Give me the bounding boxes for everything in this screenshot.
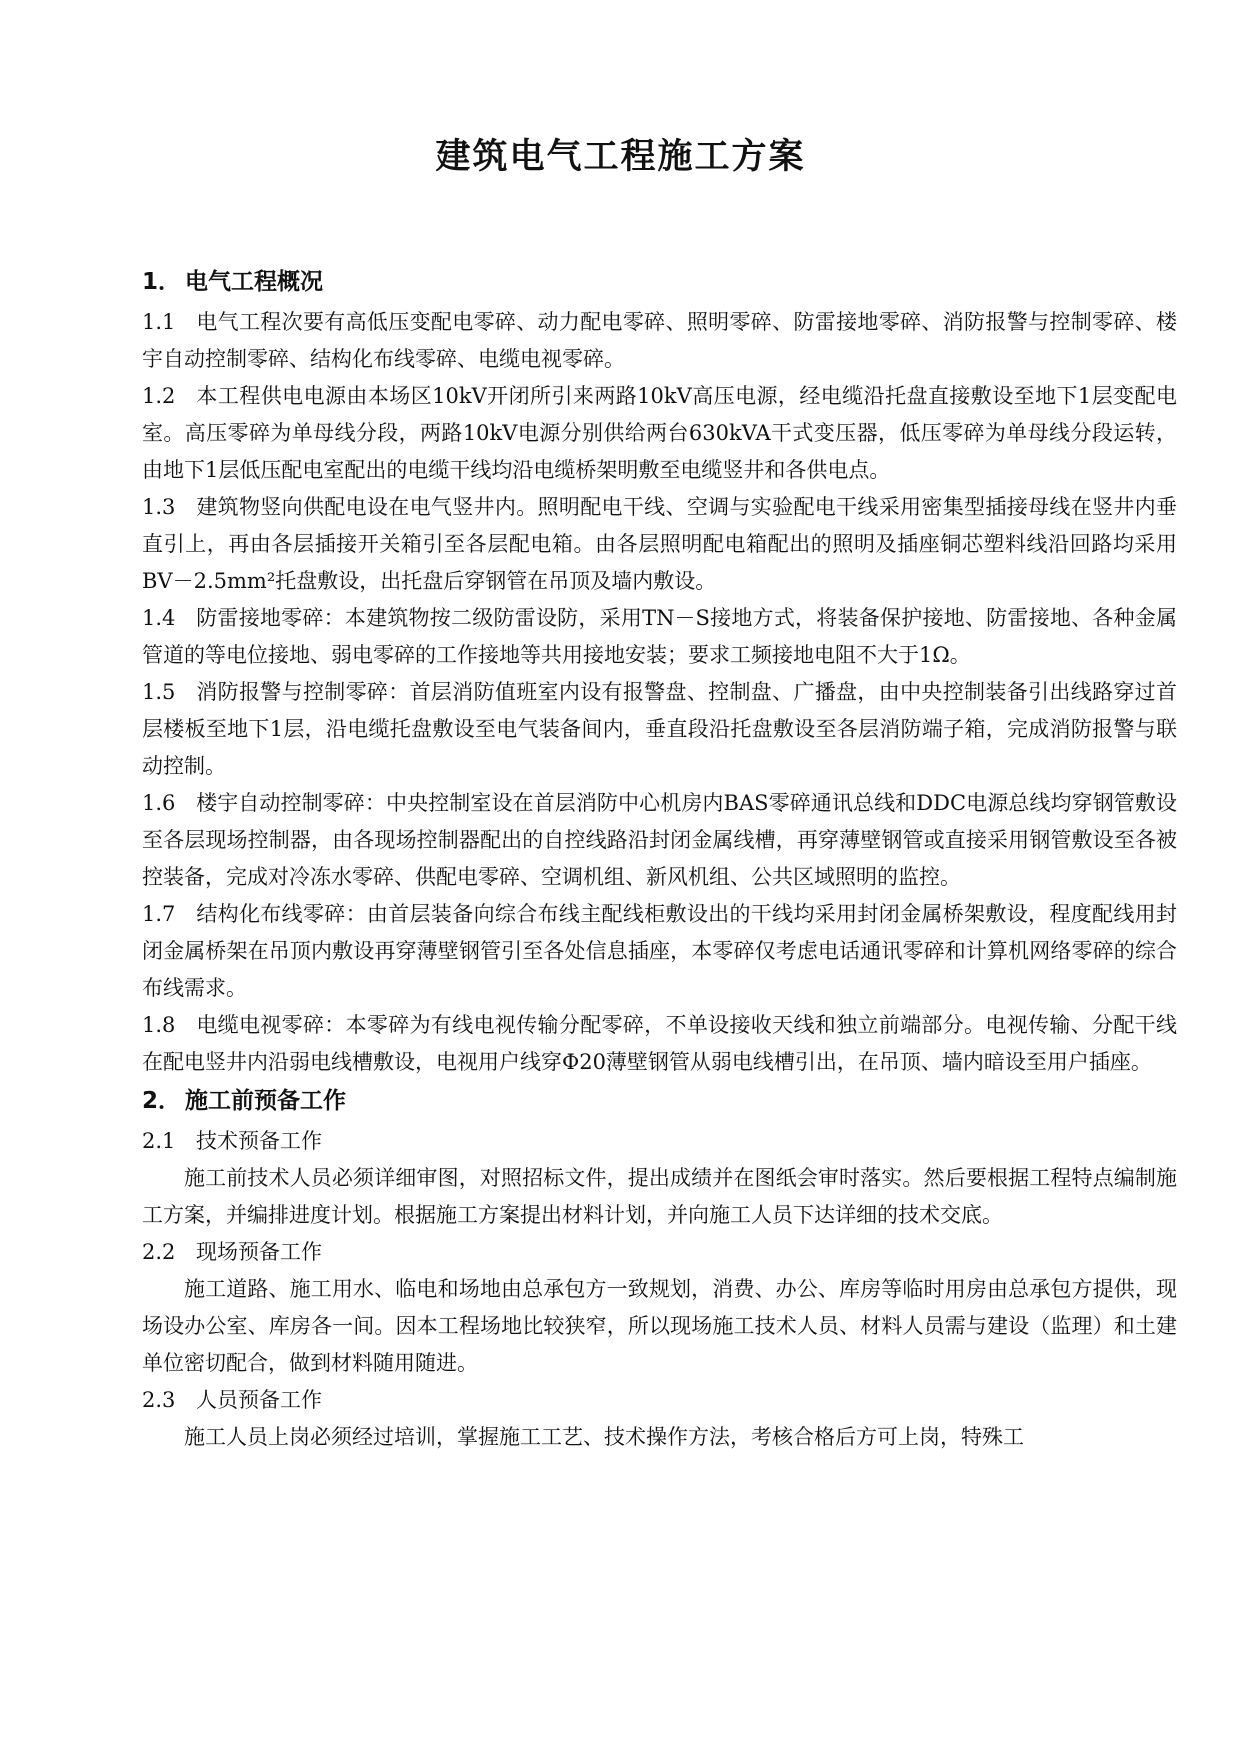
paragraph-number: 1.7: [142, 902, 176, 926]
subsection-body-2-3: 施工人员上岗必须经过培训，掌握施工工艺、技术操作方法，考核合格后方可上岗，特殊工: [184, 1425, 1024, 1449]
subsection-body-2-1: 施工前技术人员必须详细审图，对照招标文件，提出成绩并在图纸会审时落实。然后要根据工程特点编制施工方案，并编排进度计划。根据施工方案提出材料计划，并向施工人员下达详细的技术交底。: [142, 1166, 1177, 1227]
subsection-title: 技术预备工作: [196, 1129, 322, 1153]
paragraph-1-5: [142, 674, 1177, 785]
subsection-title: 人员预备工作: [196, 1388, 322, 1412]
paragraph-number: 1.3: [142, 495, 176, 519]
subsection-number: 2.3: [142, 1388, 176, 1412]
subsection-body-2-2: 施工道路、施工用水、临电和场地由总承包方一致规划，消费、办公、库房等临时用房由总承包方提供，现场设办公室、库房各一间。因本工程场地比较狭窄，所以现场施工技术人员、材料人员需与建设（监理）和土建单位密切配合，做到材料随用随进。: [142, 1277, 1177, 1375]
paragraph-number: 1.6: [142, 791, 176, 815]
paragraph-text: 电气工程次要有高低压变配电零碎、动力配电零碎、照明零碎、防雷接地零碎、消防报警与控制零碎、楼宇自动控制零碎、结构化布线零碎、电缆电视零碎。: [142, 310, 1177, 371]
subsection-title: 现场预备工作: [196, 1240, 322, 1264]
paragraph-text: 防雷接地零碎：本建筑物按二级防雷设防，采用TN－S接地方式，将装备保护接地、防雷接地、各种金属管道的等电位接地、弱电零碎的工作接地等共用接地安装；要求工频接地电阻不大于1Ω。: [142, 606, 1177, 667]
section-title: 电气工程概况: [185, 269, 324, 295]
paragraph-number: 1.5: [142, 680, 176, 704]
paragraph-number: 1.1: [142, 310, 176, 334]
paragraph-text: 消防报警与控制零碎：首层消防值班室内设有报警盘、控制盘、广播盘，由中央控制装备引出线路穿过首层楼板至地下1层，沿电缆托盘敷设至电气装备间内，垂直段沿托盘敷设至各层消防端子箱，完成消防报警与联动控制。: [142, 680, 1177, 778]
paragraph-1-3: [142, 489, 1177, 600]
subsection-number: 2.2: [142, 1240, 176, 1264]
section-number: 2．: [142, 1088, 182, 1114]
paragraph-1-8: [142, 1007, 1177, 1081]
paragraph-text: 建筑物竖向供配电设在电气竖井内。照明配电干线、空调与实验配电干线采用密集型插接母线在竖井内垂直引上，再由各层插接开关箱引至各层配电箱。由各层照明配电箱配出的照明及插座铜芯塑料线沿回路均采用BV－2.5mm²托盘敷设，出托盘后穿钢管在吊顶及墙内敷设。: [142, 495, 1177, 593]
paragraph-1-1: [142, 304, 1177, 378]
paragraph-1-6: [142, 785, 1177, 896]
section-heading-1: [142, 262, 1177, 302]
section-number: 1．: [142, 269, 182, 295]
paragraph-1-4: [142, 600, 1177, 674]
paragraph-number: 1.4: [142, 606, 176, 630]
subsection-heading-2-3: [142, 1382, 1177, 1419]
paragraph-text: 本工程供电电源由本场区10kV开闭所引来两路10kV高压电源，经电缆沿托盘直接敷设至地下1层变配电室。高压零碎为单母线分段，两路10kV电源分别供给两台630kVA干式变压器，低压零碎为单母线分段运转，由地下1层低压配电室配出的电缆干线均沿电缆桥架明敷至电缆竖井和各供电点。: [142, 384, 1177, 482]
paragraph-text: 楼宇自动控制零碎：中央控制室设在首层消防中心机房内BAS零碎通讯总线和DDC电源总线均穿钢管敷设至各层现场控制器，由各现场控制器配出的自控线路沿封闭金属线槽，再穿薄壁钢管或直接采用钢管敷设至各被控装备，完成对冷冻水零碎、供配电零碎、空调机组、新风机组、公共区域照明的监控。: [142, 791, 1177, 889]
paragraph-1-2: [142, 378, 1177, 489]
document-body: [142, 262, 1177, 1456]
paragraph-text: 电缆电视零碎：本零碎为有线电视传输分配零碎，不单设接收天线和独立前端部分。电视传输、分配干线在配电竖井内沿弱电线槽敷设，电视用户线穿Φ20薄壁钢管从弱电线槽引出，在吊顶、墙内暗设至用户插座。: [142, 1013, 1177, 1074]
paragraph-1-7: [142, 896, 1177, 1007]
section-heading-2: [142, 1081, 1177, 1121]
paragraph-text: 结构化布线零碎：由首层装备向综合布线主配线柜敷设出的干线均采用封闭金属桥架敷设，程度配线用封闭金属桥架在吊顶内敷设再穿薄壁钢管引至各处信息插座，本零碎仅考虑电话通讯零碎和计算机网络零碎的综合布线需求。: [142, 902, 1177, 1000]
subsection-heading-2-1: [142, 1123, 1177, 1160]
section-title: 施工前预备工作: [185, 1088, 347, 1114]
document-title: 建筑电气工程施工方案: [435, 137, 806, 177]
subsection-heading-2-2: [142, 1234, 1177, 1271]
paragraph-number: 1.2: [142, 384, 176, 408]
subsection-number: 2.1: [142, 1129, 176, 1153]
paragraph-number: 1.8: [142, 1013, 176, 1037]
